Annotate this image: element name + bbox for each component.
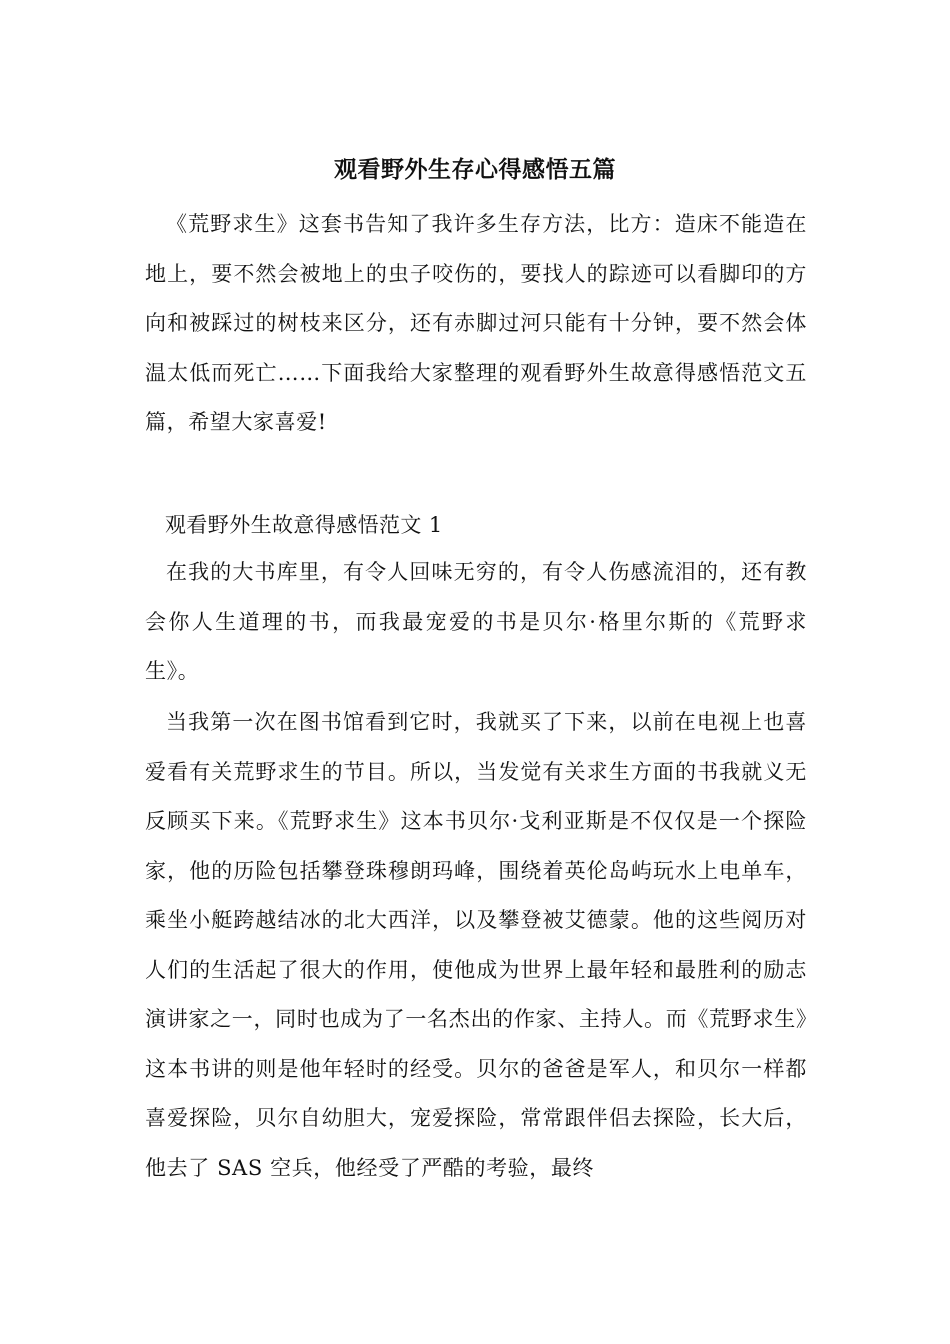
- body-paragraph: 在我的大书库里，有令人回味无穷的，有令人伤感流泪的，还有教会你人生道理的书，而我最宠爱的书是贝尔·格里尔斯的《荒野求生》。: [145, 560, 807, 683]
- document-title: 观看野外生存心得感悟五篇: [334, 156, 616, 183]
- intro-paragraph: 《荒野求生》这套书告知了我许多生存方法，比方：造床不能造在地上，要不然会被地上的虫子咬伤的，要找人的踪迹可以看脚印的方向和被踩过的树枝来区分，还有赤脚过河只能有十分钟，要不然会体温太低而死亡……下面我给大家整理的观看野外生故意得感悟范文五篇，希望大家喜爱!: [145, 212, 807, 434]
- section-heading: 观看野外生故意得感悟范文 1: [165, 513, 443, 537]
- body-paragraph: 当我第一次在图书馆看到它时，我就买了下来，以前在电视上也喜爱看有关荒野求生的节目。所以，当发觉有关求生方面的书我就义无反顾买下来。《荒野求生》这本书贝尔·戈利亚斯是不仅仅是一个探险家，他的历险包括攀登珠穆朗玛峰，围绕着英伦岛屿玩水上电单车，乘坐小艇跨越结冰的北大西洋，以及攀登被艾德蒙。他的这些阅历对人们的生活起了很大的作用，使他成为世界上最年轻和最胜利的励志演讲家之一，同时也成为了一名杰出的作家、主持人。而《荒野求生》这本书讲的则是他年轻时的经受。贝尔的爸爸是军人，和贝尔一样都喜爱探险，贝尔自幼胆大，宠爱探险，常常跟伴侣去探险，长大后，他去了 SAS 空兵，他经受了严酷的考验，最终: [145, 710, 807, 1180]
